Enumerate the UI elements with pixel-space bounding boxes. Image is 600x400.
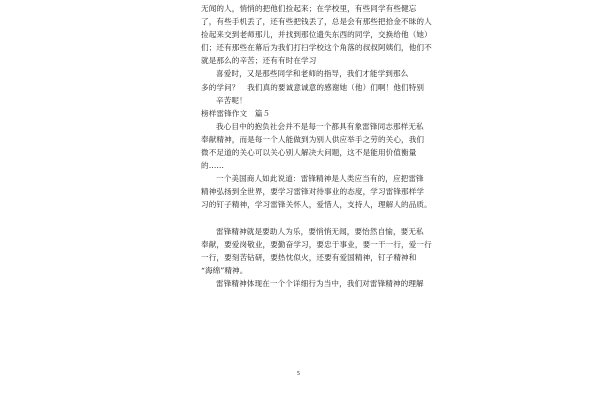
paragraph-line: 奉献精神，而是每一个人能做到为别人供应举手之劳的关心，我们 <box>201 134 425 144</box>
paragraph-line: 多的学问？ 我们真的要诚意诚意的感谢她（他）们啊！他们特别 <box>201 82 425 92</box>
document-body <box>201 2 432 290</box>
body-line: 捡起来交到老师那儿，并找到那位遗失东西的同学，交换给他（她） <box>201 30 432 40</box>
paragraph-line: 奉献，要爱岗敬业，要勤奋学习，要忠于事业，要一干一行，爱一行 <box>201 239 432 249</box>
paragraph-line: 一个美国商人如此说道：雷锋精神是人类应当有的，应把雷锋 <box>216 174 424 184</box>
paragraph-line: 微不足道的关心可以关心别人解决大问题，这不是能用价值衡量 <box>201 148 417 158</box>
paragraph-gap <box>201 212 406 225</box>
paragraph-line: 雷锋精神体现在一个个详细行为当中，我们对雷锋精神的理解 <box>216 278 424 288</box>
page-number: 5 <box>297 371 301 377</box>
section-title: 榜样雷锋作文 篇５ <box>201 108 271 118</box>
body-line: 无闻的人，悄悄的把他们捡起来；在学校里，有些同学有些健忘 <box>201 4 417 13</box>
paragraph-line: 精神弘扬到全世界，要学习雷锋对待事业的态度，学习雷锋那样学 <box>201 187 425 197</box>
paragraph-line: 一行，要刻苦钻研，要热忱似火，还要有爱国精神，钉子精神和 <box>201 252 417 262</box>
paragraph-line: 我心目中的抱负社会并不是每一个都具有象雷锋同志那样无私 <box>216 121 424 131</box>
body-line: 就是那么的辛苦；还有有时在学习 <box>201 56 317 66</box>
paragraph-line: “海绵”精神。 <box>201 265 248 275</box>
body-line: 们；还有那些在幕后为我们打扫学校这个角落的叔叔阿姨们，他们不 <box>201 43 432 53</box>
paragraph-line: 习的钉子精神，学习雷锋关怀人，爱惜人，支持人，理解人的品质。 <box>201 200 432 210</box>
body-line: 了，有些手机丢了，还有些把钱丢了，总是会有那些把拾金不昧的人 <box>201 17 432 27</box>
paragraph-line: 雷锋精神就是要助人为乐，要悄悄无闻，要怡然自愉，要无私 <box>216 226 424 236</box>
paragraph-line: 喜爱时，又是那些同学和老师的指导，我们才能学到那么 <box>216 69 409 79</box>
paragraph-line: 的…… <box>201 161 225 171</box>
paragraph-line: 辛苦呢！ <box>216 95 247 105</box>
